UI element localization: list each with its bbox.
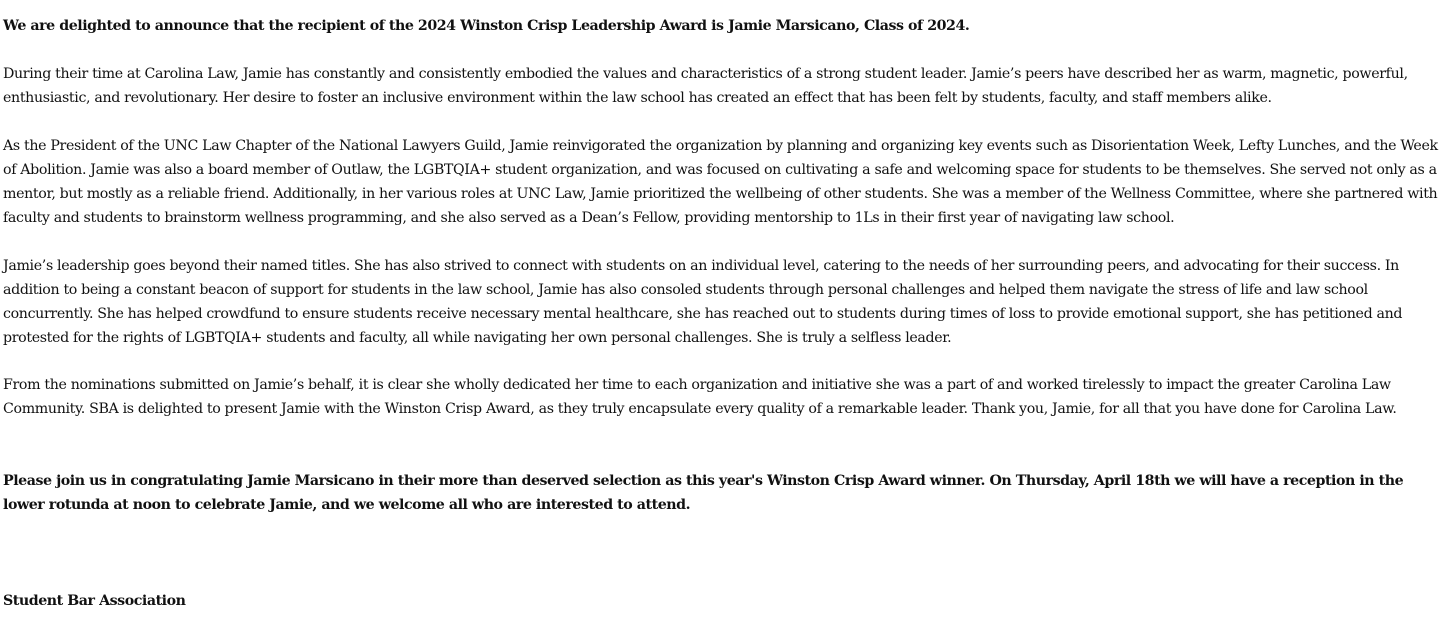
reception-invitation: Please join us in congratulating Jamie Marsicano in their more than deserved selection as this year's Winston Crisp Award winner. On Thursday, April 18th we will have a reception in the lower rotunda at noon to celebrate Jamie, and we welcome all who are interested to attend.: [3, 473, 1404, 513]
body-paragraph-4: From the nominations submitted on Jamie’s behalf, it is clear she wholly dedicated her time to each organization and initiative she was a part of and worked tirelessly to impact the greater Carolina Law Community. SBA is delighted to present Jamie with the Winston Crisp Award, as they truly encapsulate every quality of a remarkable leader. Thank you, Jamie, for all that you have done for Carolina Law.: [3, 377, 1397, 417]
award-announcement: We are delighted to announce that the recipient of the 2024 Winston Crisp Leadership Award is Jamie Marsicano, Class of 2024.: [3, 18, 970, 34]
signature: Student Bar Association: [3, 593, 186, 609]
body-paragraph-1: During their time at Carolina Law, Jamie has constantly and consistently embodied the values and characteristics of a strong student leader. Jamie’s peers have described her as warm, magnetic, powerful, enthusiastic, and revolutionary. Her desire to foster an inclusive environment within the law school has created an effect that has been felt by students, faculty, and staff members alike.: [3, 66, 1408, 106]
body-paragraph-3: Jamie’s leadership goes beyond their named titles. She has also strived to connect with students on an individual level, catering to the needs of her surrounding peers, and advocating for their success. In addition to being a constant beacon of support for students in the law school, Jamie has also consoled students through personal challenges and helped them navigate the stress of life and law school concurrently. She has helped crowdfund to ensure students receive necessary mental healthcare, she has reached out to students during times of loss to provide emotional support, she has petitioned and protested for the rights of LGBTQIA+ students and faculty, all while navigating her own personal challenges. She is truly a selfless leader.: [3, 258, 1403, 346]
body-paragraph-2: As the President of the UNC Law Chapter of the National Lawyers Guild, Jamie reinvigorated the organization by planning and organizing key events such as Disorientation Week, Lefty Lunches, and the Week of Abolition. Jamie was also a board member of Outlaw, the LGBTQIA+ student organization, and was focused on cultivating a safe and welcoming space for students to be themselves. She served not only as a mentor, but mostly as a reliable friend. Additionally, in her various roles at UNC Law, Jamie prioritized the wellbeing of other students. She was a member of the Wellness Committee, where she partnered with faculty and students to brainstorm wellness programming, and she also served as a Dean’s Fellow, providing mentorship to 1Ls in their first year of navigating law school.: [3, 138, 1438, 226]
